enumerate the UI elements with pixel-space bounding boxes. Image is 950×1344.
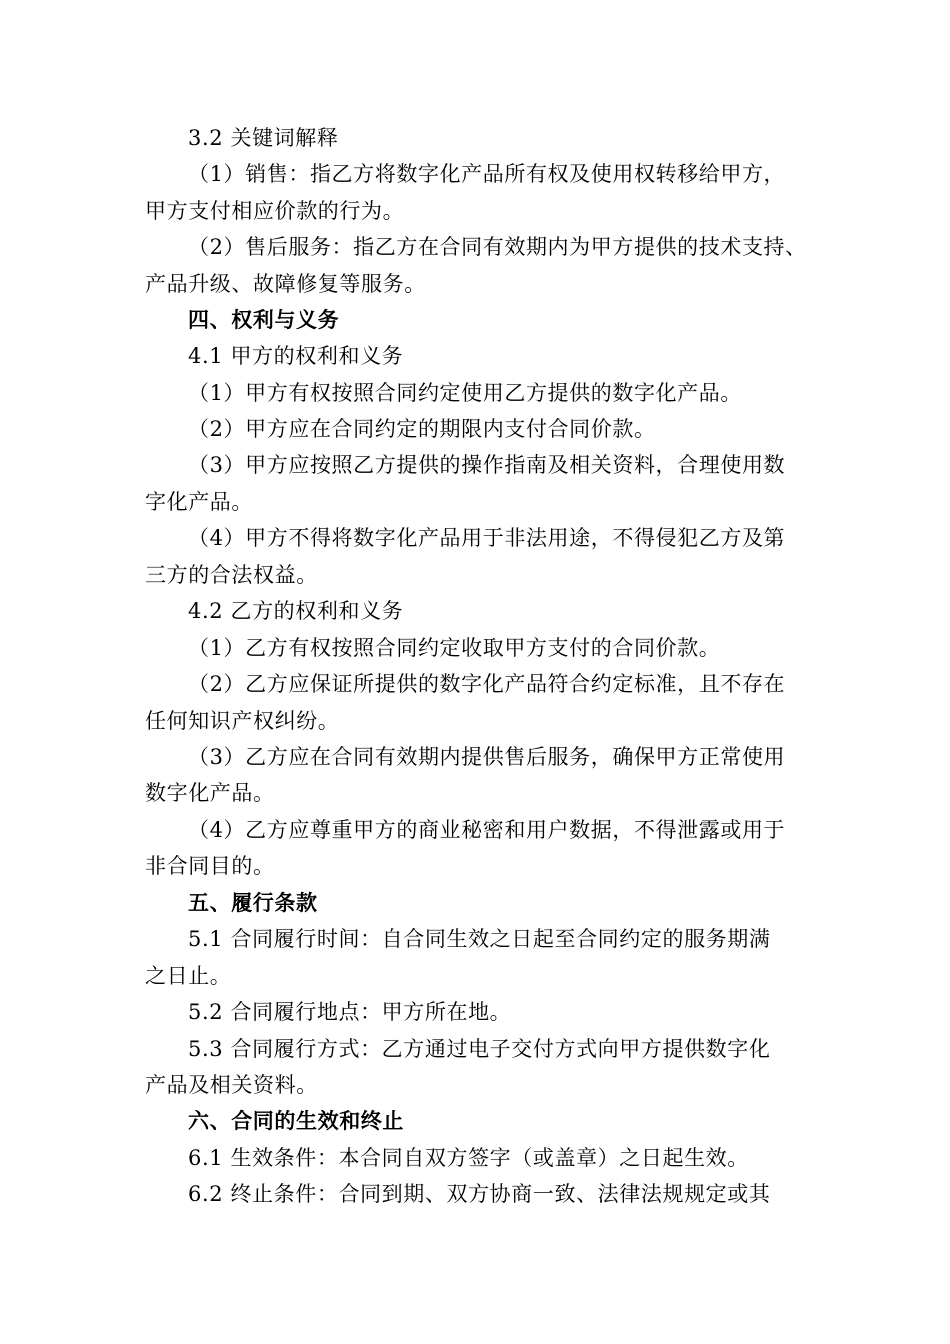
clause-4-1-1: （1）甲方有权按照合同约定使用乙方提供的数字化产品。 [188, 381, 742, 405]
clause-4-2-1: （1）乙方有权按照合同约定收取甲方支付的合同价款。 [188, 636, 721, 660]
clause-4-1-4-line-2: 三方的合法权益。 [145, 563, 318, 587]
clause-4-1-4-line-1: （4）甲方不得将数字化产品用于非法用途，不得侵犯乙方及第 [188, 526, 786, 550]
clause-6-1: 6.1 生效条件：本合同自双方签字（或盖章）之日起生效。 [188, 1146, 749, 1170]
clause-3-2-2-line-1: （2）售后服务：指乙方在合同有效期内为甲方提供的技术支持、 [188, 235, 807, 259]
clause-5-2: 5.2 合同履行地点：甲方所在地。 [188, 1000, 512, 1024]
clause-3-2-1-line-1: （1）销售：指乙方将数字化产品所有权及使用权转移给甲方， [188, 162, 786, 186]
clause-4-2-4-line-1: （4）乙方应尊重甲方的商业秘密和用户数据，不得泄露或用于 [188, 818, 786, 842]
clause-4-2-3-line-1: （3）乙方应在合同有效期内提供售后服务，确保甲方正常使用 [188, 745, 786, 769]
clause-4-1-title: 4.1 甲方的权利和义务 [188, 344, 404, 368]
clause-6-2-line-1: 6.2 终止条件：合同到期、双方协商一致、法律法规规定或其 [188, 1182, 771, 1206]
clause-4-2-title: 4.2 乙方的权利和义务 [188, 599, 404, 623]
section-heading-5: 五、履行条款 [188, 890, 318, 915]
clause-4-1-3-line-1: （3）甲方应按照乙方提供的操作指南及相关资料，合理使用数 [188, 453, 786, 477]
section-heading-6: 六、合同的生效和终止 [188, 1108, 404, 1133]
section-heading-4: 四、权利与义务 [188, 307, 340, 332]
clause-5-3-line-2: 产品及相关资料。 [145, 1073, 318, 1097]
clause-5-1-line-2: 之日止。 [145, 964, 232, 988]
clause-4-1-3-line-2: 字化产品。 [145, 490, 253, 514]
clause-3-2-1-line-2: 甲方支付相应价款的行为。 [145, 199, 405, 223]
clause-4-1-2: （2）甲方应在合同约定的期限内支付合同价款。 [188, 417, 656, 441]
clause-3-2-title: 3.2 关键词解释 [188, 126, 339, 150]
clause-4-2-4-line-2: 非合同目的。 [145, 854, 275, 878]
clause-4-2-2-line-2: 任何知识产权纠纷。 [145, 709, 340, 733]
clause-3-2-2-line-2: 产品升级、故障修复等服务。 [145, 272, 426, 296]
clause-4-2-3-line-2: 数字化产品。 [145, 781, 275, 805]
clause-5-1-line-1: 5.1 合同履行时间：自合同生效之日起至合同约定的服务期满 [188, 927, 771, 951]
clause-4-2-2-line-1: （2）乙方应保证所提供的数字化产品符合约定标准，且不存在 [188, 672, 786, 696]
clause-5-3-line-1: 5.3 合同履行方式：乙方通过电子交付方式向甲方提供数字化 [188, 1037, 771, 1061]
